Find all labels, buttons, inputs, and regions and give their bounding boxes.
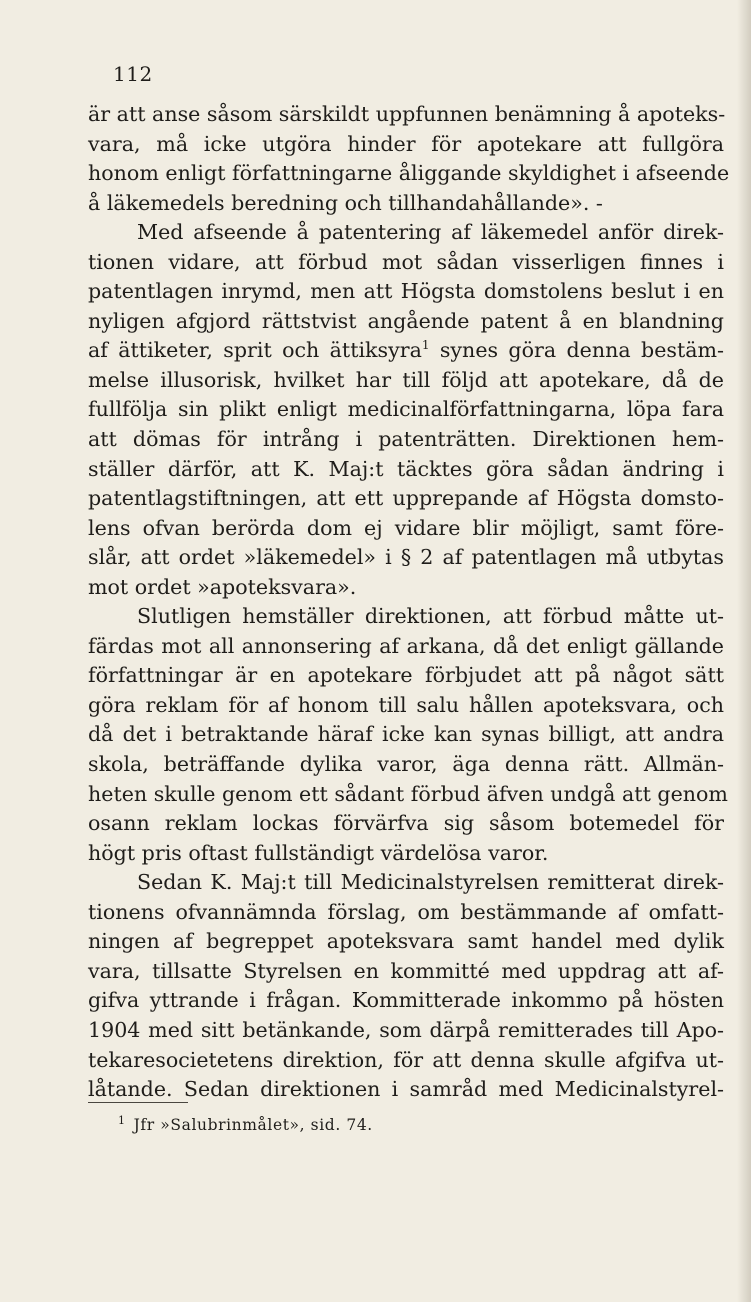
text-line: Med afseende å patentering af läkemedel anför direk- [137,220,724,245]
text-line: skola, beträffande dylika varor, äga denna rätt. Allmän- [88,752,724,777]
text-line: högt pris oftast fullständigt värdelösa varor. [88,840,549,865]
text-line: låtande. Sedan direktionen i samråd med Medicinalstyrel- [88,1077,724,1102]
page-number: 112 [113,62,153,86]
text-line: ställer därför, att K. Maj:t täcktes göra sådan ändring i [88,456,724,481]
footnote-reference: 1 [421,338,430,353]
text-line: färdas mot all annonsering af arkana, då det enligt gällande [88,633,724,658]
footnote-divider [88,1102,188,1103]
text-line: å läkemedels beredning och tillhandahållande». - [88,190,603,215]
text-line: heten skulle genom ett sådant förbud äfven undgå att genom [88,781,728,806]
text-line: författningar är en apotekare förbjudet att på något sätt [88,663,724,688]
text-line-with-footnote [88,336,724,366]
text-line: fullfölja sin plikt enligt medicinalförfattningarna, löpa fara [88,397,724,422]
text-line: lens ofvan berörda dom ej vidare blir möjligt, samt före- [88,515,724,540]
text-line: tekaresocietetens direktion, för att denna skulle afgifva ut- [88,1047,724,1072]
text-line: nyligen afgjord rättstvist angående patent å en blandning [88,308,724,333]
text-line: att dömas för intrång i patenträtten. Direktionen hem- [88,427,724,452]
text-line: ningen af begreppet apoteksvara samt handel med dylik [88,929,724,954]
text-line: 1904 med sitt betänkande, som därpå remitterades till Apo- [88,1017,724,1042]
text-line: slår, att ordet »läkemedel» i § 2 af patentlagen må utbytas [88,545,724,570]
text-line: honom enligt författningarne åliggande skyldighet i afseende [88,161,730,186]
text-line: göra reklam för af honom till salu hållen apoteksvara, och [88,692,724,717]
text-line: gifva yttrande i frågan. Kommitterade inkommo på hösten [88,988,724,1013]
text-line: patentlagen inrymd, men att Högsta domstolens beslut i en [88,279,724,304]
text-line: då det i betraktande häraf icke kan synas billigt, att andra [88,722,724,747]
body-text [88,100,730,1105]
text-line: osann reklam lockas förvärfva sig såsom botemedel för [88,811,724,836]
footnote-text: Jfr »Salubrinmålet», sid. 74. [133,1116,373,1134]
text-line: patentlagstiftningen, att ett upprepande af Högsta domsto- [88,486,724,511]
text-fragment: synes göra denna bestäm- [439,338,724,363]
text-line: Sedan K. Maj:t till Medicinalstyrelsen remitterat direk- [137,870,724,895]
text-line: Slutligen hemställer direktionen, att förbud måtte ut- [137,604,724,629]
text-line: vara, tillsatte Styrelsen en kommitté med uppdrag att af- [88,958,724,983]
text-line: vara, må icke utgöra hinder för apotekare att fullgöra [88,131,724,156]
text-line: melse illusorisk, hvilket har till följd att apotekare, då de [88,367,724,392]
page-edge-shadow [737,0,751,1302]
footnote-marker: 1 [118,1114,126,1127]
text-line: är att anse såsom särskildt uppfunnen benämning å apoteks- [88,102,726,126]
footnote [118,1114,373,1134]
text-line: mot ordet »apoteksvara». [88,574,357,599]
text-line: tionens ofvannämnda förslag, om bestämmande af omfatt- [88,899,724,924]
text-fragment: af ättiketer, sprit och ättiksyra [88,338,422,363]
text-line: tionen vidare, att förbud mot sådan visserligen finnes i [88,249,724,274]
